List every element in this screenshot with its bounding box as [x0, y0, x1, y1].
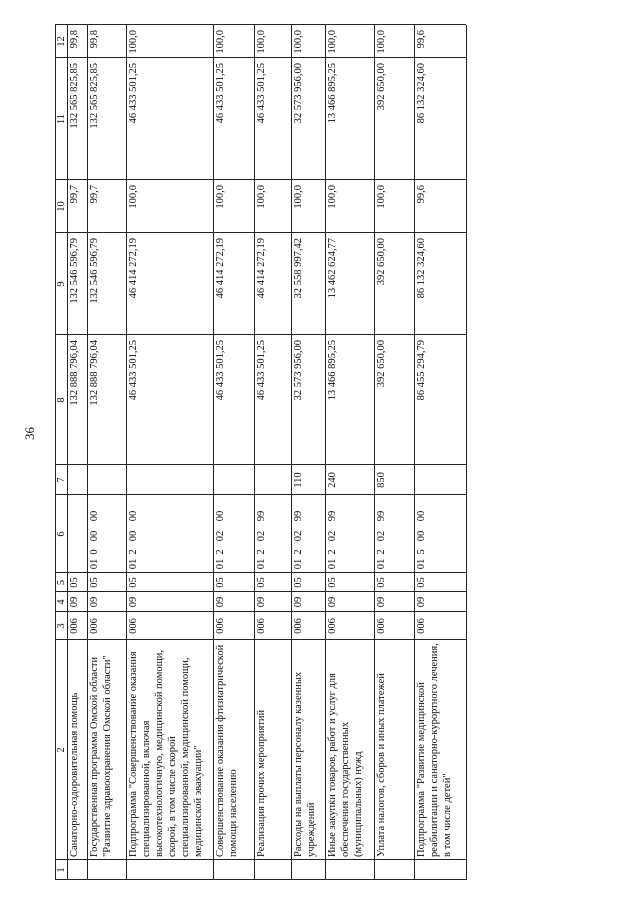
amount-cell-11: 13 466 895,25 — [327, 63, 338, 124]
row-name: Подпрограмма "Совершенствование оказания специализированной, включая высокотехнологичную, медицинской помощи, скорой, в том числе скорой специализированной, медицинской помощи, медицинской эвакуации" — [128, 650, 204, 857]
column-divider — [55, 879, 466, 880]
amount-cell-12: 99,8 — [69, 30, 80, 49]
header-cell-7: 7 — [56, 477, 67, 483]
amount-cell-10: 99,7 — [89, 185, 100, 204]
row-name: Санаторно-оздоровительная помощь — [69, 692, 80, 857]
code-segment: 99 — [327, 510, 338, 522]
target-article-code — [292, 495, 325, 573]
amount-cell-12: 100,0 — [376, 30, 387, 54]
code-segment: 01 — [89, 558, 100, 570]
code-cell-5: 05 — [256, 577, 267, 588]
column-divider — [55, 24, 466, 25]
code-cell-3: 006 — [89, 618, 100, 634]
expense-type-code — [255, 465, 291, 495]
header-cell-8: 8 — [56, 397, 67, 403]
code-cell-3: 006 — [256, 618, 267, 634]
target-article-code — [415, 495, 466, 573]
target-article-code — [127, 495, 213, 573]
amount-cell-9: 46 414 272,19 — [256, 238, 267, 299]
code-cell-5: 05 — [416, 577, 427, 588]
row-name: Расходы на выплаты персоналу казенных учреждений — [293, 671, 317, 857]
header-cell-11: 11 — [56, 113, 67, 125]
code-cell-3: 006 — [128, 618, 139, 634]
code-cell-3: 006 — [69, 618, 80, 634]
code-segment: 2 — [293, 549, 304, 555]
header-cell-1: 1 — [56, 867, 67, 873]
expense-type-code — [68, 465, 87, 495]
code-segment: 00 — [128, 510, 139, 522]
amount-cell-12: 100,0 — [293, 30, 304, 54]
amount-cell-12: 100,0 — [256, 30, 267, 54]
amount-cell-8: 46 433 501,25 — [128, 340, 139, 401]
row-name: Иные закупки товаров, работ и услуг для обеспечения государственных (муниципальных) нужд — [327, 673, 364, 857]
target-article-code — [68, 495, 87, 573]
column-divider — [55, 179, 466, 180]
code-segment: 00 — [89, 510, 100, 522]
row-divider — [466, 25, 467, 880]
code-cell-5: 05 — [128, 577, 139, 588]
amount-cell-11: 132 565 825,85 — [89, 63, 100, 129]
column-divider — [55, 334, 466, 335]
amount-cell-10: 100,0 — [376, 185, 387, 209]
amount-cell-9: 32 558 997,42 — [293, 238, 304, 299]
amount-cell-8: 13 466 895,25 — [327, 340, 338, 401]
amount-cell-10: 99,7 — [69, 185, 80, 204]
code-cell-5: 05 — [293, 577, 304, 588]
code-cell-5: 05 — [89, 577, 100, 588]
code-cell-5: 05 — [69, 577, 80, 588]
code-segment: 02 — [215, 530, 226, 542]
header-cell-5: 5 — [56, 579, 67, 586]
code-cell-4: 09 — [89, 596, 100, 608]
row-name: Реализация прочих мероприятий — [256, 709, 267, 857]
code-cell-3: 006 — [215, 618, 226, 634]
column-divider — [55, 494, 466, 495]
amount-cell-10: 100,0 — [215, 185, 226, 209]
target-article-code — [375, 495, 414, 573]
column-divider — [55, 464, 466, 465]
code-cell-4: 09 — [327, 596, 338, 608]
amount-cell-11: 46 433 501,25 — [215, 63, 226, 124]
target-article-code — [214, 495, 254, 573]
amount-cell-11: 132 565 825,85 — [69, 63, 80, 129]
amount-cell-8: 392 650,00 — [376, 340, 387, 388]
code-cell-5: 05 — [327, 577, 338, 588]
expense-type-code — [415, 465, 466, 495]
page-number: 36 — [22, 427, 37, 440]
code-cell-4: 09 — [128, 596, 139, 608]
amount-cell-9: 13 462 624,77 — [327, 238, 338, 299]
amount-cell-11: 46 433 501,25 — [256, 63, 267, 124]
amount-cell-9: 392 650,00 — [376, 238, 387, 286]
amount-cell-12: 100,0 — [215, 30, 226, 54]
row-name: Совершенствование оказания фтизиатрической помощи населению — [215, 644, 239, 857]
row-name: Государственная программа Омской области "Развитие здравоохранения Омской области" — [89, 655, 113, 857]
code-cell-5: 05 — [215, 577, 226, 588]
budget-table — [55, 25, 640, 880]
expense-type-code — [214, 465, 254, 495]
column-divider — [55, 572, 466, 573]
expense-type-code — [127, 465, 213, 495]
amount-cell-10: 100,0 — [293, 185, 304, 209]
expense-type-code: 240 — [327, 472, 338, 488]
amount-cell-8: 46 433 501,25 — [256, 340, 267, 401]
row-divider — [374, 25, 375, 880]
amount-cell-8: 46 433 501,25 — [215, 340, 226, 401]
row-divider — [291, 25, 292, 880]
code-cell-3: 006 — [327, 618, 338, 634]
column-divider — [55, 611, 466, 612]
header-cell-4: 4 — [56, 599, 67, 605]
code-segment: 2 — [327, 549, 338, 555]
header-cell-12: 12 — [56, 36, 67, 47]
column-divider — [55, 232, 466, 233]
row-divider — [87, 25, 88, 880]
code-segment: 02 — [293, 530, 304, 542]
row-divider — [325, 25, 326, 880]
amount-cell-9: 46 414 272,19 — [128, 238, 139, 299]
row-divider — [254, 25, 255, 880]
code-segment: 99 — [293, 510, 304, 522]
header-cell-2: 2 — [56, 747, 67, 753]
amount-cell-8: 132 888 796,04 — [69, 340, 80, 406]
code-segment: 00 — [89, 530, 100, 542]
expense-type-code — [88, 465, 126, 495]
column-divider — [55, 859, 466, 860]
code-cell-3: 006 — [376, 618, 387, 634]
amount-cell-12: 100,0 — [128, 30, 139, 54]
header-cell-10: 10 — [56, 201, 67, 212]
code-cell-4: 09 — [293, 596, 304, 608]
amount-cell-11: 46 433 501,25 — [128, 63, 139, 124]
row-divider — [213, 25, 214, 880]
code-segment: 2 — [128, 549, 139, 555]
code-cell-4: 09 — [376, 596, 387, 608]
amount-cell-12: 99,6 — [416, 30, 427, 49]
amount-cell-8: 132 888 796,04 — [89, 340, 100, 406]
code-cell-4: 09 — [215, 596, 226, 608]
target-article-code — [88, 495, 126, 573]
code-segment: 5 — [416, 549, 427, 555]
amount-cell-10: 99,6 — [416, 185, 427, 204]
code-cell-4: 09 — [416, 596, 427, 608]
amount-cell-11: 392 650,00 — [376, 63, 387, 111]
row-divider — [55, 25, 56, 880]
code-segment: 01 — [327, 558, 338, 570]
amount-cell-9: 46 414 272,19 — [215, 238, 226, 299]
code-segment: 01 — [128, 558, 139, 570]
code-cell-4: 09 — [69, 596, 80, 608]
expense-type-code: 110 — [293, 472, 304, 488]
code-cell-3: 006 — [416, 618, 427, 634]
row-divider — [414, 25, 415, 880]
code-segment: 02 — [327, 530, 338, 542]
header-cell-6: 6 — [56, 531, 67, 537]
code-segment: 01 — [376, 558, 387, 570]
code-segment: 2 — [256, 549, 267, 555]
code-segment: 00 — [128, 530, 139, 542]
code-segment: 00 — [416, 510, 427, 522]
amount-cell-10: 100,0 — [327, 185, 338, 209]
expense-type-code: 850 — [376, 472, 387, 488]
code-cell-4: 09 — [256, 596, 267, 608]
column-divider — [55, 591, 466, 592]
code-segment: 00 — [416, 530, 427, 542]
code-cell-5: 05 — [376, 577, 387, 588]
amount-cell-9: 132 546 596,79 — [69, 238, 80, 304]
target-article-code — [326, 495, 374, 573]
row-name: Подпрограмма "Развитие медицинской реабилитации и санаторно-курортного лечения, в том числе детей" — [416, 643, 453, 857]
amount-cell-10: 100,0 — [256, 185, 267, 209]
target-article-code — [255, 495, 291, 573]
amount-cell-11: 32 573 956,00 — [293, 63, 304, 124]
amount-cell-8: 86 455 294,79 — [416, 340, 427, 401]
amount-cell-8: 32 573 956,00 — [293, 340, 304, 401]
code-segment: 99 — [376, 510, 387, 522]
amount-cell-12: 100,0 — [327, 30, 338, 54]
code-segment: 0 — [89, 549, 100, 555]
code-cell-3: 006 — [293, 618, 304, 634]
header-cell-9: 9 — [56, 281, 67, 287]
amount-cell-9: 86 132 324,60 — [416, 238, 427, 299]
code-segment: 01 — [215, 558, 226, 570]
row-name: Уплата налогов, сборов и иных платежей — [376, 673, 387, 857]
code-segment: 02 — [376, 530, 387, 542]
code-segment: 99 — [256, 510, 267, 522]
code-segment: 02 — [256, 530, 267, 542]
row-divider — [67, 25, 68, 880]
column-divider — [55, 639, 466, 640]
code-segment: 2 — [215, 549, 226, 555]
amount-cell-12: 99,8 — [89, 30, 100, 49]
code-segment: 01 — [256, 558, 267, 570]
code-segment: 01 — [416, 558, 427, 570]
amount-cell-10: 100,0 — [128, 185, 139, 209]
amount-cell-9: 132 546 596,79 — [89, 238, 100, 304]
code-segment: 2 — [376, 549, 387, 555]
header-cell-3: 3 — [56, 623, 67, 629]
amount-cell-11: 86 132 324,60 — [416, 63, 427, 124]
code-segment: 00 — [215, 510, 226, 522]
code-segment: 01 — [293, 558, 304, 570]
column-divider — [55, 57, 466, 58]
row-divider — [126, 25, 127, 880]
